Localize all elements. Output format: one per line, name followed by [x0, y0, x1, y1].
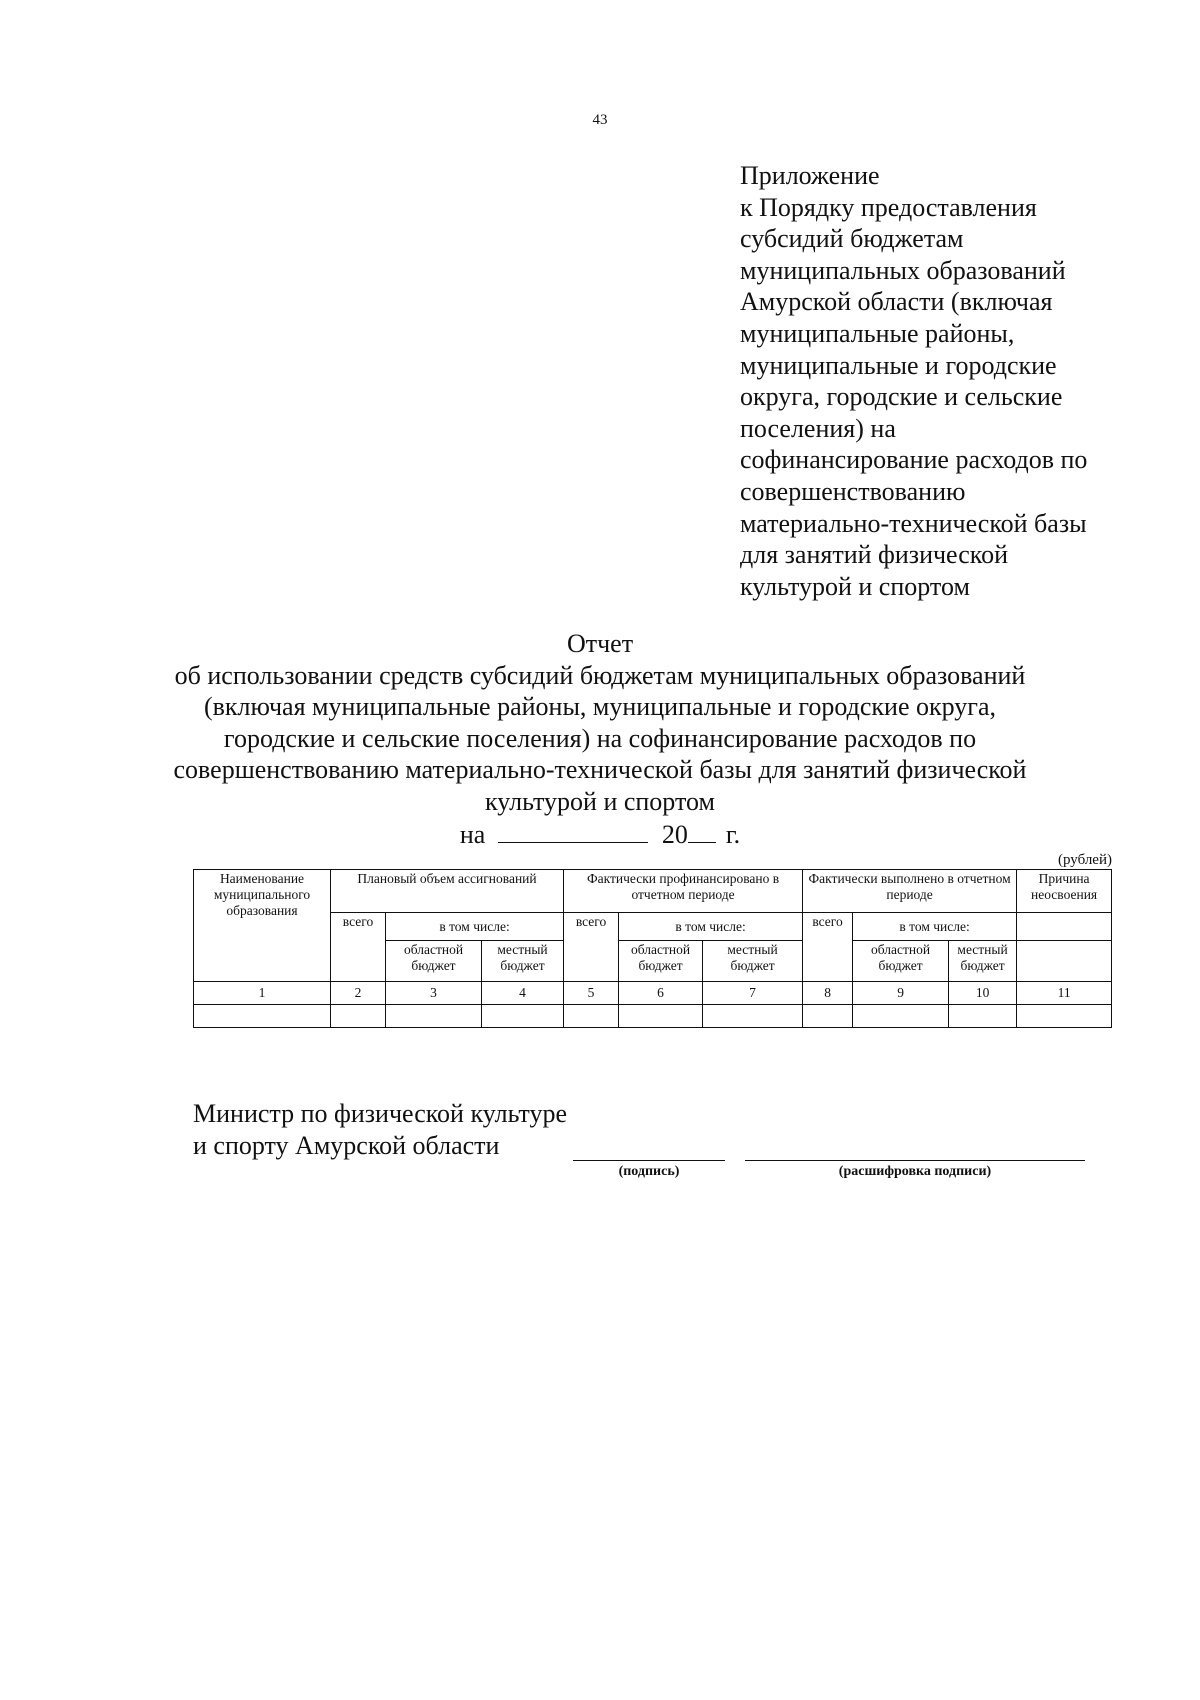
header-reason-blank — [1017, 941, 1112, 982]
signatory-position-line: и спорту Амурской области — [193, 1131, 500, 1160]
appendix-block — [740, 160, 1160, 602]
signature-decoding-caption: (расшифровка подписи) — [838, 1164, 992, 1179]
column-number: 11 — [1017, 982, 1112, 1005]
appendix-line: муниципальные районы, — [740, 318, 1015, 348]
header-reason-blank — [1017, 913, 1112, 941]
report-subtitle-line: культурой и спортом — [485, 786, 715, 816]
header-planned-regional: областной бюджет — [386, 941, 482, 982]
report-subtitle-line: городские и сельские поселения) на софинансирование расходов по — [223, 723, 977, 753]
year-blank-field[interactable] — [688, 820, 716, 843]
table-cell[interactable] — [619, 1005, 703, 1028]
column-number: 3 — [386, 982, 482, 1005]
column-number: 2 — [331, 982, 386, 1005]
column-number: 10 — [949, 982, 1017, 1005]
header-planned-total: всего — [331, 913, 386, 982]
signature-block — [193, 1098, 567, 1162]
appendix-line: субсидий бюджетам — [740, 224, 964, 254]
table-cell[interactable] — [703, 1005, 803, 1028]
header-executed-total: всего — [803, 913, 853, 982]
header-planned-including: в том числе: — [386, 913, 564, 941]
date-suffix: г. — [725, 820, 741, 849]
column-number: 5 — [564, 982, 619, 1005]
header-financed-local: местный бюджет — [703, 941, 803, 982]
table-cell[interactable] — [482, 1005, 564, 1028]
table-cell[interactable] — [331, 1005, 386, 1028]
column-number-row — [194, 982, 1112, 1005]
appendix-line: муниципальные и городские — [740, 350, 1057, 380]
header-financed: Фактически профинансировано в отчетном периоде — [564, 870, 803, 913]
appendix-line: поселения) на — [740, 413, 896, 443]
appendix-line: муниципальных образований — [740, 255, 1066, 285]
appendix-line: культурой и спортом — [740, 571, 970, 601]
header-name: Наименование муниципального образования — [194, 870, 331, 982]
report-date-line — [0, 820, 1200, 850]
column-number: 6 — [619, 982, 703, 1005]
column-number: 8 — [803, 982, 853, 1005]
table-cell[interactable] — [949, 1005, 1017, 1028]
table-cell[interactable] — [194, 1005, 331, 1028]
units-label: (рублей) — [1057, 852, 1112, 868]
appendix-line: к Порядку предоставления — [740, 192, 1037, 222]
header-executed: Фактически выполнено в отчетном периоде — [803, 870, 1017, 913]
table-cell[interactable] — [803, 1005, 853, 1028]
appendix-line: Приложение — [740, 161, 880, 190]
report-table — [193, 869, 1112, 1028]
column-number: 1 — [194, 982, 331, 1005]
header-planned: Плановый объем ассигнований — [331, 870, 564, 913]
appendix-line: Амурской области (включая — [740, 287, 1053, 317]
signature-caption: (подпись) — [618, 1164, 680, 1179]
table-cell[interactable] — [1017, 1005, 1112, 1028]
report-title: Отчет — [566, 629, 634, 658]
header-executed-local: местный бюджет — [949, 941, 1017, 982]
column-number: 4 — [482, 982, 564, 1005]
appendix-line: софинансирование расходов по — [740, 445, 1088, 475]
table-cell[interactable] — [564, 1005, 619, 1028]
date-prefix: на — [459, 820, 486, 849]
header-financed-total: всего — [564, 913, 619, 982]
signature-decoding-field-line[interactable] — [745, 1160, 1085, 1161]
date-year: 20 — [661, 820, 688, 849]
header-executed-regional: областной бюджет — [853, 941, 949, 982]
table-cell[interactable] — [386, 1005, 482, 1028]
table-row — [194, 1005, 1112, 1028]
column-number: 9 — [853, 982, 949, 1005]
report-title-block — [0, 628, 1200, 817]
report-subtitle-line: совершенствованию материально-технической базы для занятий физической — [173, 755, 1027, 784]
date-blank-field[interactable] — [498, 820, 648, 843]
column-number: 7 — [703, 982, 803, 1005]
header-reason: Причина неосвоения — [1017, 870, 1112, 913]
report-subtitle-line: (включая муниципальные районы, муниципальные и городские округа, — [203, 692, 996, 721]
table-cell[interactable] — [853, 1005, 949, 1028]
header-planned-local: местный бюджет — [482, 941, 564, 982]
appendix-line: материально-технической базы — [740, 508, 1087, 538]
header-financed-including: в том числе: — [619, 913, 803, 941]
appendix-line: для занятий физической — [740, 540, 1009, 570]
page-number: 43 — [592, 112, 608, 128]
appendix-line: округа, городские и сельские — [740, 382, 1063, 412]
signature-field-line[interactable] — [573, 1160, 725, 1161]
appendix-line: совершенствованию — [740, 476, 966, 506]
signatory-position-line: Министр по физической культуре — [193, 1099, 567, 1128]
header-financed-regional: областной бюджет — [619, 941, 703, 982]
report-subtitle-line: об использовании средств субсидий бюджетам муниципальных образований — [174, 660, 1026, 690]
header-executed-including: в том числе: — [853, 913, 1017, 941]
